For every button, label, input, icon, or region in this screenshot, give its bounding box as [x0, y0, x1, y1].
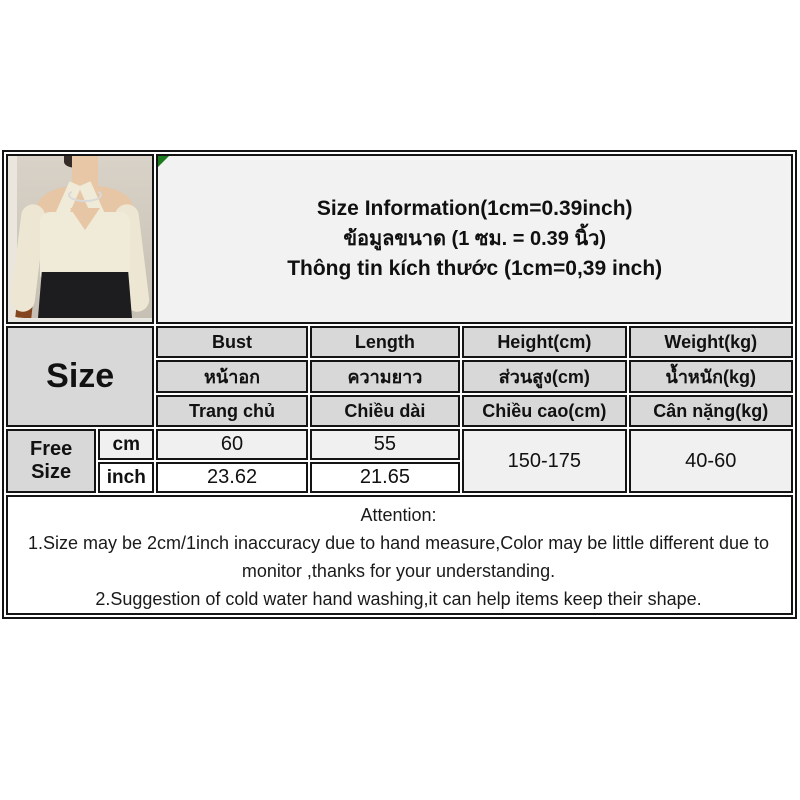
size-corner-label: Size: [6, 326, 154, 427]
attention-row: [6, 495, 793, 615]
attention-section: [6, 495, 793, 615]
length-inch-value: 21.65: [310, 462, 460, 493]
header-length-vi: Chiều dài: [310, 395, 460, 427]
data-row-cm: [6, 429, 793, 460]
size-chart-sheet: [2, 150, 797, 619]
weight-range-value: 40-60: [629, 429, 793, 493]
header-weight-en: Weight(kg): [629, 326, 793, 358]
header-height-th: ส่วนสูง(cm): [462, 360, 626, 393]
unit-cm: cm: [98, 429, 154, 460]
header-weight-vi: Cân nặng(kg): [629, 395, 793, 427]
header-weight-th: น้ำหนัก(kg): [629, 360, 793, 393]
title-row: [6, 154, 793, 324]
size-table: [2, 150, 797, 619]
title-cell: [156, 154, 793, 324]
header-length-th: ความยาว: [310, 360, 460, 393]
height-range-value: 150-175: [462, 429, 626, 493]
header-bust-th: หน้าอก: [156, 360, 307, 393]
unit-inch: inch: [98, 462, 154, 493]
model-photo-illustration: [8, 156, 152, 322]
title-thai: ข้อมูลขนาด (1 ซม. = 0.39 นิ้ว): [343, 228, 607, 250]
header-bust-en: Bust: [156, 326, 307, 358]
attention-note-1: 1.Size may be 2cm/1inch inaccuracy due to hand measure,Color may be little different due to monitor ,thanks for your understanding.: [27, 533, 770, 581]
cell-comment-marker-icon: [158, 156, 169, 167]
title-vietnamese: Thông tin kích thước (1cm=0,39 inch): [287, 257, 663, 280]
bust-cm-value: 60: [156, 429, 307, 460]
photo-bottom-edge: [8, 318, 152, 322]
silver-necklace: [68, 188, 102, 202]
header-length-en: Length: [310, 326, 460, 358]
attention-note-2: 2.Suggestion of cold water hand washing,it can help items keep their shape.: [95, 589, 702, 609]
header-bust-vi: Trang chủ: [156, 395, 307, 427]
attention-heading: Attention:: [360, 505, 437, 525]
header-height-en: Height(cm): [462, 326, 626, 358]
header-row-english: [6, 326, 793, 358]
black-trousers: [38, 272, 132, 318]
product-photo: [6, 154, 154, 324]
bust-inch-value: 23.62: [156, 462, 307, 493]
header-height-vi: Chiều cao(cm): [462, 395, 626, 427]
title-english: Size Information(1cm=0.39inch): [316, 197, 633, 220]
length-cm-value: 55: [310, 429, 460, 460]
free-size-label: Free Size: [6, 429, 96, 493]
